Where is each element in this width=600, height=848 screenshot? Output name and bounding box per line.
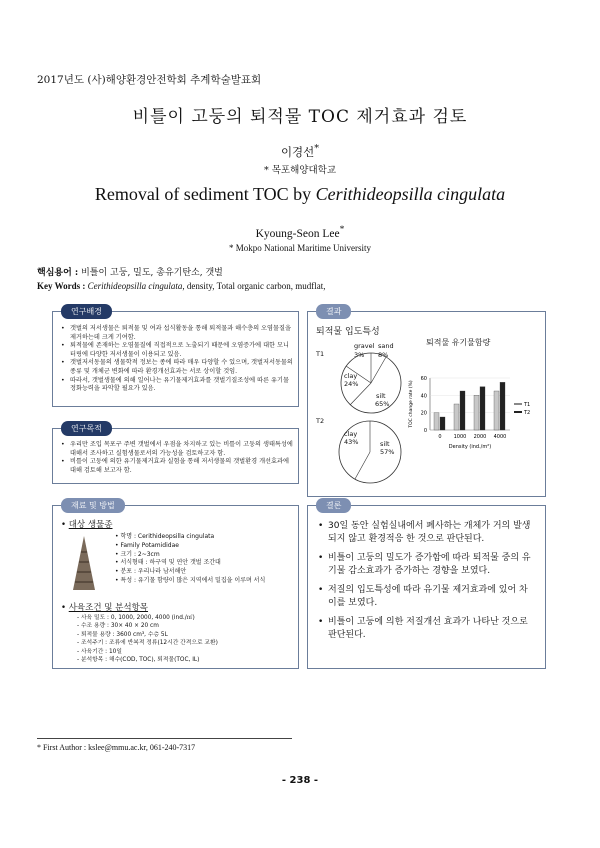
species-line: • 서식형태 : 하구역 및 연안 갯벌 조간대 <box>115 559 221 567</box>
pie2-clay: clay <box>344 430 358 438</box>
methods-subhead-species: • 대상 생물종 <box>61 520 113 530</box>
pie1-silt: silt <box>376 392 386 400</box>
pie2-silt-pct: 57% <box>380 448 395 456</box>
bar <box>494 391 499 430</box>
bar <box>434 413 439 430</box>
english-author-name: Kyoung-Seon Lee <box>255 227 340 240</box>
purpose-tab: 연구목적 <box>61 421 112 436</box>
methods-tab: 재료 및 방법 <box>61 498 125 513</box>
species-line: • 특성 : 유기물 함량이 많은 지역에서 밀집을 이루며 서식 <box>115 576 266 584</box>
condition-line-text: 사육 밀도 : 0, 1000, 2000, 4000 (ind./㎡) <box>80 615 195 621</box>
species-line-text: 학명 : Cerithideopsilla cingulata <box>120 533 215 540</box>
pie1-clay-pct: 24% <box>344 380 359 388</box>
conference-name: 2017년도 (사)해양환경안전학회 추계학술발표회 <box>37 74 262 86</box>
conclusion-item: • 저질의 입도특성에 따라 유기물 제거효과에 있어 차이를 보였다. <box>318 584 536 610</box>
condition-line: - 수조 용량 : 30× 40 × 20 cm <box>77 623 159 630</box>
bullet-item: • 따라서, 갯벌생물에 의해 일어나는 유기물제거효과를 갯벌기질조성에 따른 유기물정화능력을 파악할 필요가 있음. <box>61 377 293 394</box>
background-bullets <box>61 325 293 394</box>
t1-label: T1 <box>316 350 325 358</box>
y-tick-label: 20 <box>420 410 427 417</box>
condition-line-text: 퇴적물 용량 : 3600 cm³, 수층 5L <box>80 631 168 638</box>
bullet-item: • 비틀이 고둥에 의한 유기물제거효과 실험을 통해 저서생물의 갯벌환경 개선효과에 대해 검토해 보고자 함. <box>61 458 293 475</box>
bullet-item: • 우리만 조입 목포구 주변 갯벌에서 우점을 차지하고 있는 비틀이 고둥의 생태특성에 대해서 조사하고 실험생물로서의 가능성을 검토하고자 함. <box>61 441 293 458</box>
bar <box>454 404 459 430</box>
english-keywords-species: Cerithideopsilla cingulata, <box>87 281 185 291</box>
condition-line: - 분석항목 : 해수(COD, TOC), 퇴적물(TOC, IL) <box>77 657 200 664</box>
background-tab: 연구배경 <box>61 304 112 319</box>
x-tick-label: 4000 <box>493 434 507 440</box>
legend-label: T2 <box>524 410 531 416</box>
footnote-rule <box>37 738 292 739</box>
condition-line: - 퇴적물 용량 : 3600 cm³, 수층 5L <box>77 631 168 638</box>
condition-line-text: 조석주기 : 조류에 반복적 정류(12시간 간격으로 교환) <box>80 640 218 647</box>
bullet-item: • 갯벌저서동물의 생물학적 정보는 종에 따라 매우 다양할 수 있으며, 갯벌저서동물의 종류 및 개체군 변화에 따라 환경개선효과는 서로 상이할 것임. <box>61 359 293 376</box>
x-tick-label: 1000 <box>453 434 467 440</box>
page-number: - 238 - <box>281 775 319 786</box>
background-panel <box>52 307 299 407</box>
results-panel <box>307 307 546 497</box>
korean-keywords-text: 비틀이 고둥, 밀도, 총유기탄소, 갯벌 <box>81 268 223 278</box>
pie2-clay-pct: 43% <box>344 438 359 446</box>
condition-line: - 사육기간 : 10일 <box>77 648 122 655</box>
korean-affiliation: * 목포해양대학교 <box>263 165 336 176</box>
x-axis-label: Density (ind./m²) <box>448 444 492 450</box>
korean-author-mark: * <box>314 143 320 154</box>
methods-subhead-species-text: 대상 생물종 <box>68 520 113 530</box>
snail-shell-image <box>71 536 97 592</box>
conclusion-item: • 비틀이 고둥에 의한 저질개선 효과가 나타난 것으로 판단된다. <box>318 616 536 642</box>
species-line-text: 특성 : 유기물 함량이 많은 지역에서 밀집을 이루며 서식 <box>120 576 266 584</box>
english-keywords <box>37 281 326 291</box>
y-tick-label: 60 <box>420 376 427 382</box>
conclusion-item: • 30일 동안 실험실내에서 폐사하는 개체가 거의 발생되지 않고 환경적응 한 것으로 판단된다. <box>318 520 536 546</box>
conclusion-item: • 비틀이 고둥의 밀도가 증가함에 따라 퇴적물 중의 유기물 감소효과가 증가하는 경향을 보였다. <box>318 552 536 578</box>
english-keywords-label: Key Words : <box>37 281 86 291</box>
pie2-silt: silt <box>380 440 390 448</box>
species-info <box>115 533 265 586</box>
y-axis-label: TOC change rate (%) <box>409 380 414 428</box>
species-line-text: Family Potamididae <box>120 541 179 549</box>
pie1-clay: clay <box>344 372 358 380</box>
x-tick-label: 0 <box>438 434 442 440</box>
bar <box>440 417 445 430</box>
methods-panel <box>52 501 299 669</box>
y-tick-label: 0 <box>423 428 427 434</box>
y-tick-label: 40 <box>420 393 427 400</box>
condition-line-text: 수조 용량 : 30× 40 × 20 cm <box>80 623 159 630</box>
t2-label: T2 <box>316 417 325 425</box>
species-line: • 분포 : 우리나라 남서해안 <box>115 568 187 576</box>
organic-title: 퇴적물 유기물함량 <box>426 338 491 347</box>
korean-title: 비틀이 고둥의 퇴적물 TOC 제거효과 검토 <box>132 107 468 127</box>
conclusion-bullets <box>318 520 536 648</box>
x-tick-label: 2000 <box>473 434 487 440</box>
condition-line: - 사육 밀도 : 0, 1000, 2000, 4000 (ind./㎡) <box>77 615 195 621</box>
english-title-plain: Removal of sediment TOC by <box>94 184 316 204</box>
korean-keywords <box>37 265 223 278</box>
bar <box>474 395 479 430</box>
english-keywords-rest: density, Total organic carbon, mudflat, <box>184 281 326 291</box>
condition-line-text: 분석항목 : 해수(COD, TOC), 퇴적물(TOC, IL) <box>80 657 200 664</box>
pie1-gravel-pct: 3% <box>354 351 365 359</box>
species-line: • 크기 : 2~3cm <box>115 550 160 558</box>
pie1-gravel: gravel <box>354 342 375 350</box>
methods-subhead-conditions: • 사육조건 및 분석항목 <box>61 603 149 613</box>
english-author-mark: * <box>339 224 345 235</box>
species-line-text: 크기 : 2~3cm <box>120 550 160 558</box>
results-tab: 결과 <box>316 304 351 319</box>
korean-author <box>0 143 600 160</box>
footnote: * First Author : kslee@mmu.ac.kr, 061-240-7317 <box>37 743 196 752</box>
bar <box>480 387 485 430</box>
condition-line-text: 사육기간 : 10일 <box>80 648 122 655</box>
purpose-bullets <box>61 441 293 475</box>
legend-label: T1 <box>524 402 531 408</box>
condition-line: - 조석주기 : 조류에 반복적 정류(12시간 간격으로 교환) <box>77 640 218 647</box>
bullet-item: • 퇴적물에 존재하는 오염물질에 직접적으로 노출되기 때문에 오염증가에 대한 모니터링에 다양한 저서생물이 이용되고 있음. <box>61 342 293 359</box>
korean-keywords-label: 핵심용어 : <box>37 268 79 278</box>
english-author <box>0 224 600 240</box>
korean-author-name: 이경선 <box>280 144 315 159</box>
purpose-panel <box>52 424 299 484</box>
english-affiliation: * Mokpo National Maritime University <box>229 243 371 253</box>
conditions-list <box>77 614 218 664</box>
granule-title: 퇴적물 입도특성 <box>316 327 380 337</box>
conclusion-panel <box>307 501 546 669</box>
pie1-sand: sand <box>378 342 394 350</box>
conclusion-tab: 결론 <box>316 498 351 513</box>
pie-chart-t2 <box>334 416 406 488</box>
pie1-sand-pct: 8% <box>378 351 389 359</box>
english-title-species: Cerithideopsilla cingulata <box>315 184 506 204</box>
organic-bar-chart <box>406 362 541 457</box>
bar <box>500 382 505 430</box>
methods-subhead-conditions-text: 사육조건 및 분석항목 <box>68 603 149 613</box>
pie1-silt-pct: 65% <box>375 400 390 408</box>
species-line-text: 분포 : 우리나라 남서해안 <box>120 568 187 576</box>
bar <box>460 391 465 430</box>
english-title <box>0 184 600 205</box>
species-line-text: 서식형태 : 하구역 및 연안 갯벌 조간대 <box>120 559 221 567</box>
species-line: • 학명 : Cerithideopsilla cingulata <box>115 533 215 540</box>
bullet-item: • 갯벌의 저서생물은 퇴적물 및 여과 섭식활동을 통해 퇴적물과 해수층의 오염물질을 제거하는데 크게 기여함. <box>61 325 293 342</box>
species-line: • Family Potamididae <box>115 541 179 549</box>
